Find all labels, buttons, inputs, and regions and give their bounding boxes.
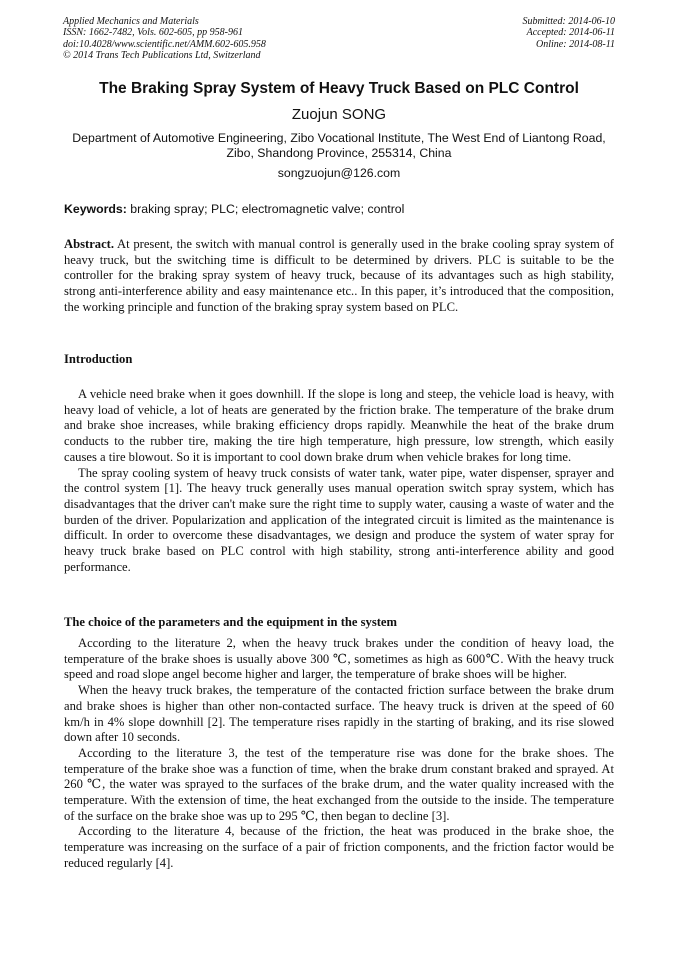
publication-dates — [523, 16, 616, 50]
journal-copyright: © 2014 Trans Tech Publications Ltd, Switzerland — [63, 49, 261, 61]
abstract-label: Abstract. — [64, 237, 115, 251]
paragraph: According to the literature 4, because of the friction, the heat was produced in the brake shoe, the temperature was increasing on the surface of a pair of friction components, and the friction factor would be reduced regularly [4]. — [64, 824, 614, 870]
submitted-date: Submitted: 2014-06-10 — [522, 16, 615, 27]
paper-author: Zuojun SONG — [291, 106, 387, 123]
journal-name: Applied Mechanics and Materials — [63, 16, 199, 27]
journal-issn: ISSN: 1662-7482, Vols. 602-605, pp 958-961 — [63, 27, 243, 39]
journal-info — [63, 16, 266, 61]
author-email: songzuojun@126.com — [277, 166, 401, 180]
paper-title: The Braking Spray System of Heavy Truck Based on PLC Control — [99, 80, 579, 97]
keywords — [64, 202, 404, 216]
paragraph: When the heavy truck brakes, the temperature of the contacted friction surface between the brake drum and brake shoes is higher than other non-contacted surface. The heavy truck is driven at the speed of 60 km/h in 4% slope downhill [2]. The temperature rises rapidly in the starting of braking, and its rise slowed down after 10 seconds. — [64, 683, 614, 745]
section-heading-introduction: Introduction — [64, 352, 133, 366]
author-affiliation: Department of Automotive Engineering, Zibo Vocational Institute, The West End of Liantong Road, Zibo, Shandong Province, 255314, China — [72, 131, 606, 160]
keywords-label: Keywords: — [64, 202, 127, 216]
online-date: Online: 2014-08-11 — [536, 38, 615, 50]
accepted-date: Accepted: 2014-06-11 — [526, 27, 615, 39]
section-introduction — [64, 387, 614, 575]
abstract — [64, 237, 614, 316]
keywords-text: braking spray; PLC; electromagnetic valve; control — [126, 202, 405, 216]
abstract-text: At present, the switch with manual control is generally used in the brake cooling spray system of heavy truck, but the switching time is difficult to be determined by drivers. PLC is suitable to be the controller for the braking spray system of heavy truck, because of its advantages such as high stability, strong anti-interference ability and easy maintenance etc.. In this paper, it’s introduced that the composition, the working principle and function of the braking spray system based on PLC. — [64, 237, 614, 314]
paragraph: The spray cooling system of heavy truck consists of water tank, water pipe, water dispenser, sprayer and the control system [1]. The heavy truck generally uses manual operation switch spray system, which has disadvantages that the driver can't make sure the right time to supply water, causing a waste of water and the burden of the driver. Popularization and application of the integrated circuit is limited as the maintenance is difficult. In order to overcome these disadvantages, we design and produce the system of water spray for heavy truck brake based on PLC control with high stability, strong anti-interference ability and good performance. — [64, 465, 614, 574]
paragraph: According to the literature 2, when the heavy truck brakes under the condition of heavy load, the temperature of the brake shoes is usually above 300 ℃, sometimes as high as 600℃. With the heavy truck speed and road slope angel become higher and larger, the temperature of brake shoes will be higher. — [64, 636, 614, 682]
section-choice — [64, 636, 614, 872]
paragraph: A vehicle need brake when it goes downhill. If the slope is long and steep, the vehicle load is heavy, with heavy load of vehicle, a lot of heats are generated by the friction brake. The temperature of the brake drum and brake shoe increases, while braking efficiency drops rapidly. Meanwhile the heat of the brake drum conducts to the rubber tire, making the tire high temperature, high pressure, low strength, which easily causes a tire blowout. So it is important to cool down brake drum when vehicle brakes for long time. — [64, 387, 614, 464]
paragraph: According to the literature 3, the test of the temperature rise was done for the brake shoes. The temperature of the brake shoe was a function of time, when the brake drum constant braked and sprayed. At 260 ℃, the water was sprayed to the surfaces of the brake drum, and the water quality increased with the temperature. With the extension of time, the heat exchanged from the outside to the inside. The temperature of the surface on the brake shoe was up to 295 ℃, then began to decline [3]. — [64, 745, 614, 823]
section-heading-choice: The choice of the parameters and the equipment in the system — [64, 615, 398, 629]
journal-doi: doi:10.4028/www.scientific.net/AMM.602-605.958 — [63, 38, 266, 50]
